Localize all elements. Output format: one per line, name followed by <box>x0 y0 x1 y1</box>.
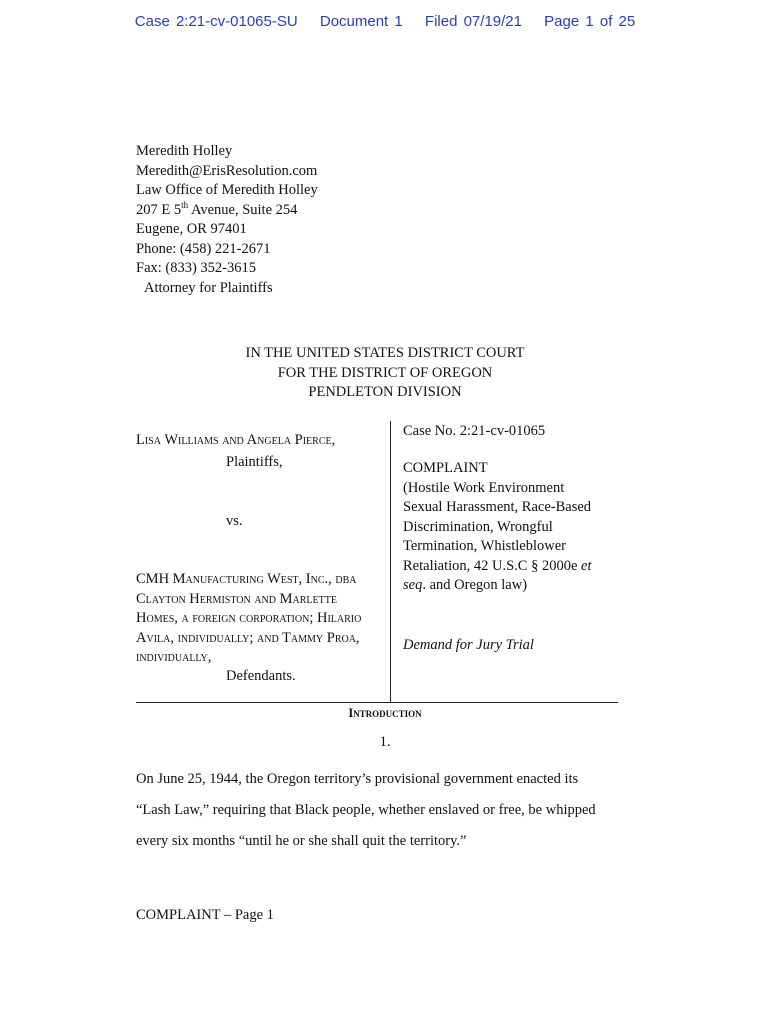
attorney-address <box>136 201 318 221</box>
header-document: Document 1 <box>319 13 403 30</box>
court-title <box>0 344 770 403</box>
defendants-line: Clayton Hermiston and Marlette <box>136 590 337 607</box>
attorney-phone: Phone: (458) 221-2671 <box>136 240 271 257</box>
defendants-label: Defendants. <box>226 668 296 684</box>
attorney-name: Meredith Holley <box>136 143 233 159</box>
case-number: Case No. 2:21-cv-01065 <box>403 423 546 439</box>
jury-demand <box>403 636 534 656</box>
document-type: COMPLAINT <box>403 460 488 476</box>
ecf-header <box>0 13 770 30</box>
paragraph-line: “Lash Law,” requiring that Black people, whether enslaved or free, be whipped <box>136 802 596 818</box>
claims-line: Sexual Harassment, Race-Based <box>403 499 592 515</box>
claims-tail: . and Oregon law) <box>422 577 528 593</box>
attorney-fax: Fax: (833) 352-3615 <box>136 260 257 276</box>
jury-demand-text: Demand for Jury Trial <box>403 637 534 653</box>
defendants-line: Homes, a foreign corporation; Hilario <box>136 610 362 626</box>
paragraph-line: On June 25, 1944, the Oregon territory’s provisional government enacted its <box>136 771 579 787</box>
attorney-role: Attorney for Plaintiffs <box>144 279 273 296</box>
introduction-paragraph <box>136 764 626 857</box>
plaintiffs-label: Plaintiffs, <box>226 454 283 470</box>
paragraph-line: every six months “until he or she shall quit the territory.” <box>136 833 467 849</box>
defendants-names <box>136 570 386 668</box>
header-case-number: Case 2:21-cv-01065-SU <box>134 13 298 30</box>
claims-seq: seq <box>403 577 423 593</box>
court-line-2: FOR THE DISTRICT OF OREGON <box>277 364 493 381</box>
versus-label: vs. <box>226 513 243 529</box>
attorney-office: Law Office of Meredith Holley <box>136 182 318 198</box>
claims-line-tail <box>403 576 618 596</box>
paragraph-number: 1. <box>379 734 391 750</box>
caption-horizontal-rule <box>136 702 618 703</box>
address-ordinal: th <box>181 199 189 210</box>
claims-line-last <box>403 557 618 577</box>
claims-line: (Hostile Work Environment <box>403 479 565 496</box>
defendants-line: Avila, individually; and Tammy Proa, <box>136 629 360 646</box>
header-filed-date: Filed 07/19/21 <box>424 13 522 30</box>
address-street-rest: Avenue, Suite 254 <box>188 201 298 218</box>
caption-vertical-divider <box>390 421 391 702</box>
attorney-city: Eugene, OR 97401 <box>136 221 247 237</box>
plaintiffs-names: Lisa Williams and Angela Pierce, <box>136 432 336 448</box>
complaint-claims <box>403 459 618 596</box>
page-footer: COMPLAINT – Page 1 <box>136 907 274 923</box>
defendants-line: individually, <box>136 649 212 665</box>
claims-et: et <box>581 557 592 574</box>
court-line-1: IN THE UNITED STATES DISTRICT COURT <box>245 345 525 361</box>
court-line-3: PENDLETON DIVISION <box>308 384 462 400</box>
claims-statute: Retaliation, 42 U.S.C § 2000e <box>403 557 578 574</box>
introduction-heading: Introduction <box>348 706 422 720</box>
claims-line: Termination, Whistleblower <box>403 538 567 554</box>
address-street-number: 207 E 5 <box>136 201 182 218</box>
attorney-email: Meredith@ErisResolution.com <box>136 162 318 179</box>
defendants-line: CMH Manufacturing West, Inc., dba <box>136 571 357 587</box>
attorney-block <box>136 142 318 298</box>
header-page-count: Page 1 of 25 <box>544 13 636 30</box>
claims-line: Discrimination, Wrongful <box>403 518 553 535</box>
